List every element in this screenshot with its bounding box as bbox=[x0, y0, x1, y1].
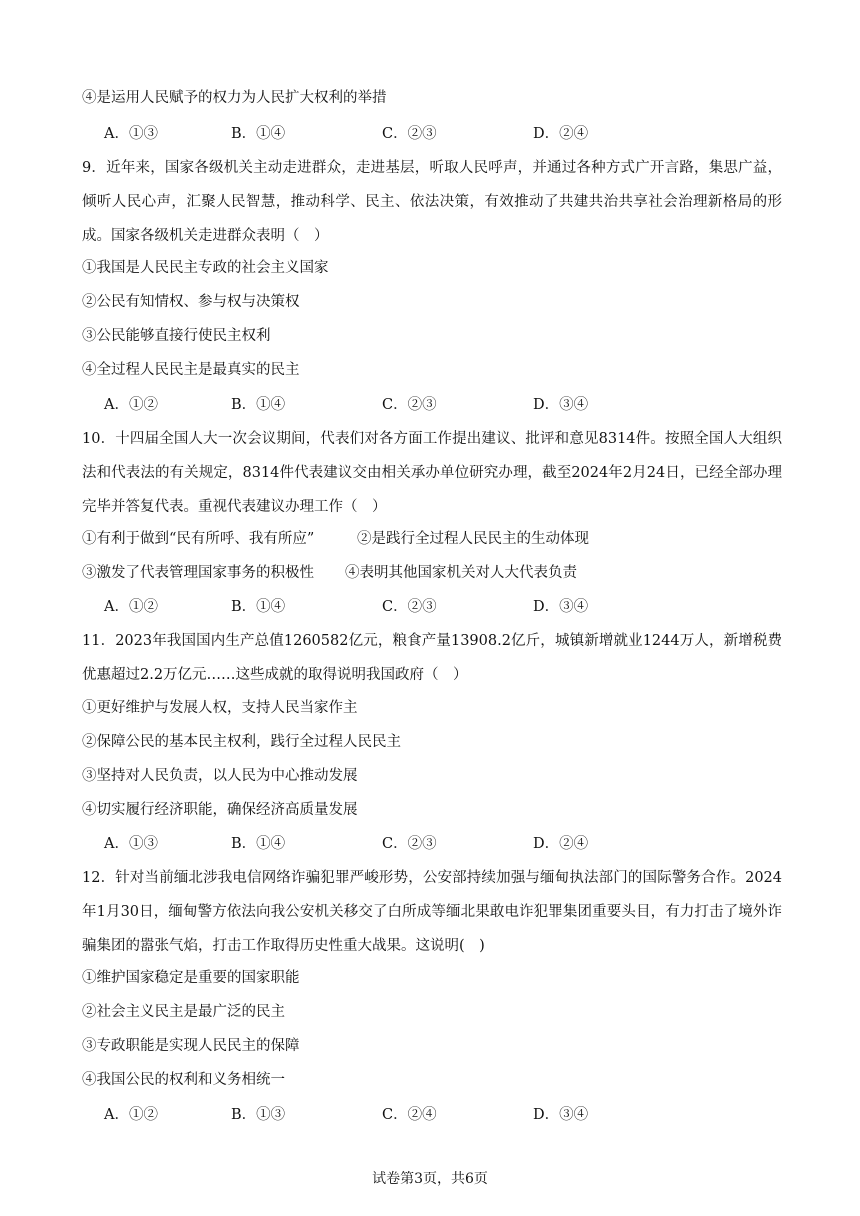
q11-option-a[interactable]: A．①③ bbox=[104, 836, 158, 852]
q10-option-a[interactable]: A．①② bbox=[104, 599, 158, 615]
q8-item-4: ④是运用人民赋予的权力为人民扩大权利的举措 bbox=[82, 90, 387, 106]
q12-stem: 12．针对当前缅北涉我电信网络诈骗犯罪严峻形势，公安部持续加强与缅甸执法部门的国际警务合作。2024年1月30日，缅甸警方依法向我公安机关移交了白所成等缅北果敢电诈犯罪集团重要头目，有力打击了境外诈骗集团的嚣张气焰，打击工作取得历史性重大战果。这说明( ) bbox=[82, 870, 782, 954]
q12-option-a[interactable]: A．①② bbox=[104, 1107, 158, 1123]
q8-option-d[interactable]: D．②④ bbox=[533, 126, 589, 142]
q10-item-2: ②是践行全过程人民民主的生动体现 bbox=[357, 531, 589, 547]
q11-item-2: ②保障公民的基本民主权利，践行全过程人民民主 bbox=[82, 734, 401, 750]
q10-stem: 10．十四届全国人大一次会议期间，代表们对各方面工作提出建议、批评和意见8314件。按照全国人大组织法和代表法的有关规定，8314件代表建议交由相关承办单位研究办理，截至2024年2月24日，已经全部办理完毕并答复代表。重视代表建议办理工作（ ） bbox=[82, 431, 782, 515]
q12-option-c[interactable]: C．②④ bbox=[382, 1107, 437, 1123]
q9-options bbox=[82, 395, 782, 417]
q12-options bbox=[82, 1105, 782, 1127]
q9-item-2: ②公民有知情权、参与权与决策权 bbox=[82, 294, 300, 310]
q8-options bbox=[82, 124, 782, 146]
q10-item-3: ③激发了代表管理国家事务的积极性 bbox=[82, 565, 314, 581]
q11-item-1: ①更好维护与发展人权，支持人民当家作主 bbox=[82, 700, 358, 716]
q10-items-row-1 bbox=[82, 529, 782, 551]
q11-options bbox=[82, 834, 782, 856]
q10-items-row-2 bbox=[82, 563, 782, 585]
q10-option-c[interactable]: C．②③ bbox=[382, 599, 437, 615]
q11-option-c[interactable]: C．②③ bbox=[382, 836, 437, 852]
q9-item-3: ③公民能够直接行使民主权利 bbox=[82, 328, 271, 344]
q11-stem: 11．2023年我国国内生产总值1260582亿元，粮食产量13908.2亿斤，城镇新增就业1244万人，新增税费优惠超过2.2万亿元……这些成就的取得说明我国政府（ ） bbox=[82, 633, 782, 683]
q9-stem: 9．近年来，国家各级机关主动走进群众，走进基层，听取人民呼声，并通过各种方式广开言路，集思广益，倾听人民心声，汇聚人民智慧，推动科学、民主、依法决策，有效推动了共建共治共享社会治理新格局的形成。国家各级机关走进群众表明（ ） bbox=[82, 160, 782, 244]
q12-option-b[interactable]: B．①③ bbox=[231, 1107, 286, 1123]
q8-option-b[interactable]: B．①④ bbox=[231, 126, 286, 142]
q12-item-4: ④我国公民的权利和义务相统一 bbox=[82, 1072, 285, 1088]
q10-option-d[interactable]: D．③④ bbox=[533, 599, 589, 615]
q12-item-2: ②社会主义民主是最广泛的民主 bbox=[82, 1004, 285, 1020]
q9-option-b[interactable]: B．①④ bbox=[231, 397, 286, 413]
q12-item-3: ③专政职能是实现人民民主的保障 bbox=[82, 1038, 300, 1054]
q11-item-3: ③坚持对人民负责，以人民为中心推动发展 bbox=[82, 768, 358, 784]
q10-options bbox=[82, 597, 782, 619]
q9-option-c[interactable]: C．②③ bbox=[382, 397, 437, 413]
q11-option-b[interactable]: B．①④ bbox=[231, 836, 286, 852]
q12-option-d[interactable]: D．③④ bbox=[533, 1107, 589, 1123]
q8-option-c[interactable]: C．②③ bbox=[382, 126, 437, 142]
q10-item-1: ①有利于做到“民有所呼、我有所应” bbox=[82, 531, 315, 547]
q9-item-1: ①我国是人民民主专政的社会主义国家 bbox=[82, 260, 329, 276]
page-footer: 试卷第3页，共6页 bbox=[372, 1171, 488, 1187]
q10-option-b[interactable]: B．①④ bbox=[231, 599, 286, 615]
q8-option-a[interactable]: A．①③ bbox=[104, 126, 158, 142]
q11-item-4: ④切实履行经济职能，确保经济高质量发展 bbox=[82, 802, 358, 818]
q9-option-a[interactable]: A．①② bbox=[104, 397, 158, 413]
q12-item-1: ①维护国家稳定是重要的国家职能 bbox=[82, 970, 300, 986]
q9-option-d[interactable]: D．③④ bbox=[533, 397, 589, 413]
q9-item-4: ④全过程人民民主是最真实的民主 bbox=[82, 362, 300, 378]
q10-item-4: ④表明其他国家机关对人大代表负责 bbox=[345, 565, 577, 581]
q11-option-d[interactable]: D．②④ bbox=[533, 836, 589, 852]
